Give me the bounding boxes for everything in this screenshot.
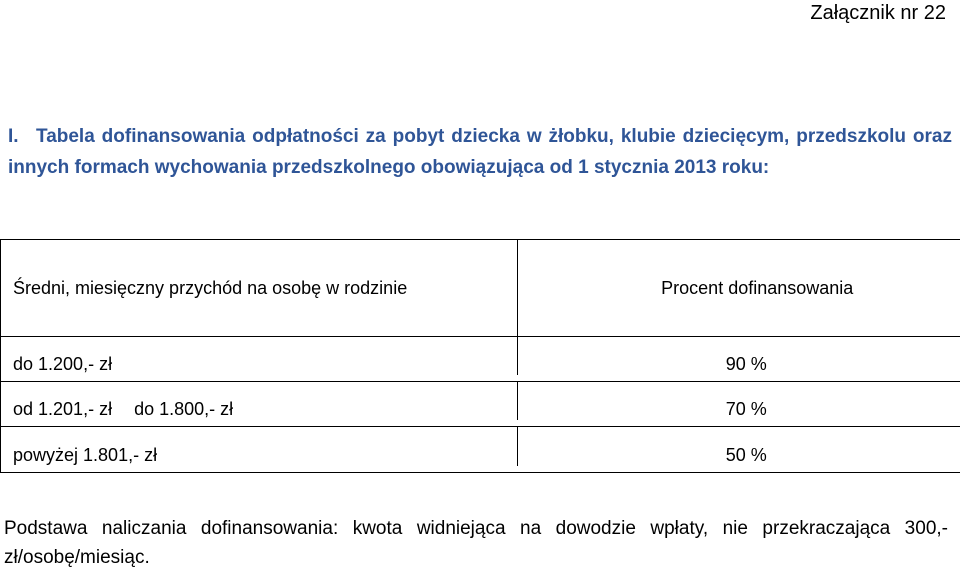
cofinancing-table <box>0 239 960 473</box>
header-income-text: Średni, miesięczny przychód na osobę w rodzinie <box>13 278 408 298</box>
percent-cell: 90 % <box>725 354 767 374</box>
section-heading <box>8 121 952 183</box>
income-cell <box>1 337 518 375</box>
table-header-row <box>1 240 960 337</box>
income-cell <box>1 382 518 420</box>
table-row <box>1 337 960 382</box>
income-from: powyżej 1.801,- zł <box>13 445 158 465</box>
income-from: od 1.201,- zł <box>13 399 113 419</box>
income-from: do 1.200,- zł <box>13 354 113 374</box>
percent-cell: 70 % <box>725 399 767 419</box>
section-number: I. <box>8 126 19 147</box>
header-percent: Procent dofinansowania <box>661 278 854 298</box>
table-row <box>1 382 960 427</box>
footnote: Podstawa naliczania dofinansowania: kwota widniejąca na dowodzie wpłaty, nie przekraczająca 300,- zł/osobę/miesiąc. <box>4 518 948 568</box>
section-heading-text: Tabela dofinansowania odpłatności za pobyt dziecka w żłobku, klubie dziecięcym, przedszkolu oraz innych formach wychowania przedszkolnego obowiązująca od 1 stycznia 2013 roku: <box>8 126 952 178</box>
table-row <box>1 427 960 472</box>
annex-label: Załącznik nr 22 <box>810 2 946 24</box>
percent-cell: 50 % <box>725 445 767 465</box>
income-to: do 1.800,- zł <box>134 399 234 419</box>
header-income <box>1 240 518 336</box>
income-cell <box>1 427 518 466</box>
